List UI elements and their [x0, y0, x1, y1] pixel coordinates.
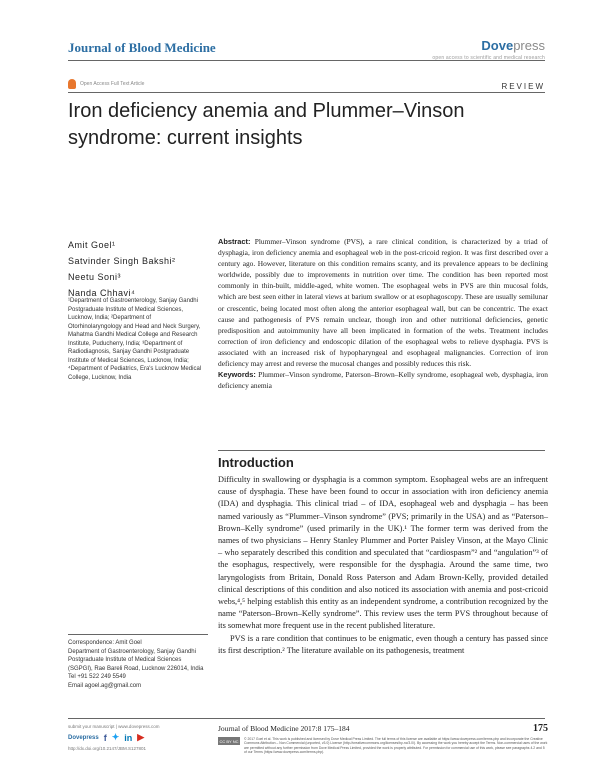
correspondence-email[interactable]: Email agoel.ag@gmail.com: [68, 682, 142, 689]
body-text: [218, 474, 548, 657]
keywords-label: Keywords:: [218, 370, 256, 380]
title-rule: [68, 92, 545, 93]
author-list: [68, 237, 176, 301]
linkedin-icon[interactable]: in: [124, 732, 133, 743]
abstract: [218, 236, 548, 391]
correspondence: [68, 639, 206, 690]
footer-brand[interactable]: Dovepress: [68, 734, 99, 741]
author-name: Satvinder Singh Bakshi²: [68, 256, 176, 266]
author-name: Amit Goel¹: [68, 240, 116, 250]
submit-link[interactable]: submit your manuscript | www.dovepress.com: [68, 724, 160, 729]
cc-license-icon[interactable]: CC BY NC: [219, 738, 239, 744]
correspondence-label: Correspondence: Amit Goel: [68, 640, 142, 646]
social-links: [68, 732, 208, 743]
publisher-logo: [432, 38, 545, 61]
header-rule: [68, 60, 545, 61]
abstract-text: Plummer–Vinson syndrome (PVS), a rare clinical condition, is characterized by a triad of dysphagia, iron deficiency anemia and esophageal web in the post-cricoid region. It was first described over a century ago. However, literature on this condition remains scanty, and its prevalence appears to be declining worldwide, possibly due to improvements in nutrition over time. The condition has been reported most commonly in thin-built, middle-aged, white women. The esophageal webs in PVS are thin mucosal folds, which are best seen either in lateral views at barium swallow or at esophagoscopy. These are usually semilunar or crescentic, being located most often along the anterior esophageal wall, but can be concentric. The exact cause and pathogenesis of PVS remain unclear, though iron and other nutritional deficiencies, genetic predisposition and autoimmunity have all been implicated in formation of the webs. Treatment includes correction of iron deficiency and endoscopic dilation of the esophageal webs to relieve dysphagia. PVS is associated with an increased risk of hypopharyngeal and esophageal malignancies. Correction of iron deficiency may arrest and reverse the mucosal changes and possibly reduces this risk.: [218, 237, 548, 369]
abstract-rule: [218, 450, 545, 451]
author-name: Neetu Soni³: [68, 272, 122, 282]
facebook-icon[interactable]: f: [103, 732, 107, 743]
journal-name: Journal of Blood Medicine: [68, 40, 216, 55]
youtube-icon[interactable]: ▶: [137, 732, 145, 742]
license-text: © 2017 Goel et al. This work is published and licensed by Dove Medical Press Limited. The full terms of this license are available at https://www.dovepress.com/terms.php and incorporate the Creative Commons Attribution – Non Commercial (unported, v3.0) License (http://creativecommons.org/licenses/by-nc/3.0/). By accessing the work you hereby accept the Terms. Non-commercial uses of the work are permitted without any further permission from Dove Medical Press Limited, provided the work is properly attributed. For permission for commercial use of this work, please see paragraphs 4.2 and 5 of our Terms (https://www.dovepress.com/terms.php).: [244, 737, 548, 755]
section-label: REVIEW: [501, 82, 545, 91]
author-name: Nanda Chhavi⁴: [68, 288, 136, 298]
affiliations: ¹Department of Gastroenterology, Sanjay Gandhi Postgraduate Institute of Medical Sciences, Lucknow, India; ²Department of Otorhinolaryngology and Head and Neck Surgery, Mahatma Gandhi Medical College and Research Institute, Puducherry, India; ³Department of Radiodiagnosis, Sanjay Gandhi Postgraduate Institute of Medical Sciences, Lucknow, India; ⁴Department of Pediatrics, Era's Lucknow Medical College, Lucknow, India: [68, 298, 202, 381]
brand-main: Dove: [481, 38, 514, 53]
brand-suffix: press: [513, 38, 545, 53]
paragraph: PVS is a rare condition that continues to be enigmatic, even though a century has passed since its first description.² The literature available on its pathogenesis, treatment: [218, 633, 548, 655]
article-title: Iron deficiency anemia and Plummer–Vinson syndrome: current insights: [68, 100, 465, 149]
footer-right: [218, 723, 548, 755]
open-access-icon: [68, 79, 76, 89]
correspondence-tel: Tel +91 522 249 5549: [68, 674, 126, 680]
citation: Journal of Blood Medicine 2017:8 175–184: [218, 724, 350, 733]
page-number: 175: [533, 723, 548, 734]
correspondence-rule: [68, 634, 208, 635]
footer-left: [68, 724, 208, 751]
correspondence-address: Department of Gastroenterology, Sanjay Gandhi Postgraduate Institute of Medical Sciences (SGPGI), Rae Bareli Road, Lucknow 226014, India: [68, 648, 204, 672]
abstract-label: Abstract:: [218, 237, 251, 246]
open-access-badge: [68, 79, 144, 89]
publisher-tagline: open access to scientific and medical research: [432, 55, 545, 61]
keywords-text: Plummer–Vinson syndrome, Paterson–Brown–Kelly syndrome, esophageal web, dysphagia, iron deficiency anemia: [218, 370, 548, 391]
footer-rule: [68, 718, 545, 719]
twitter-icon[interactable]: ✦: [111, 732, 120, 742]
section-heading: Introduction: [218, 455, 294, 470]
open-access-label: Open Access Full Text Article: [80, 81, 145, 87]
paragraph: Difficulty in swallowing or dysphagia is a common symptom. Esophageal webs are an infrequent cause of dysphagia. These have been found to occur in association with iron deficiency anemia (IDA) and dysphagia. This clinical triad – of IDA, esophageal web and dysphagia – has been named variously as “Plummer–Vinson syndrome” (PVS; primarily in the USA) and as “Paterson–Brown–Kelly syndrome” (used primarily in the UK).¹ The former term was derived from the names of two physicians – Henry Stanley Plummer and Porter Paisley Vinson, at the Mayo Clinic – who separately described this condition and speculated that “cardiospasm”² and “angulation”³ of the esophagus, respectively, were responsible for the dysphagia. Around the same time, two laryngologists from Britain, Donald Ross Paterson and Adam Brown-Kelly, provided detailed clinical descriptions of this condition and also noticed its association with anemia and post-cricoid webs,⁴,⁵ helping establish this entity as an independent syndrome, a contribution recognized by the name “Paterson–Brown–Kelly syndrome”. This review uses the term PVS throughout because of its somewhat more frequent use in the recent published literature.: [218, 475, 548, 631]
doi-link[interactable]: http://dx.doi.org/10.2147/JBM.S127801: [68, 746, 147, 751]
